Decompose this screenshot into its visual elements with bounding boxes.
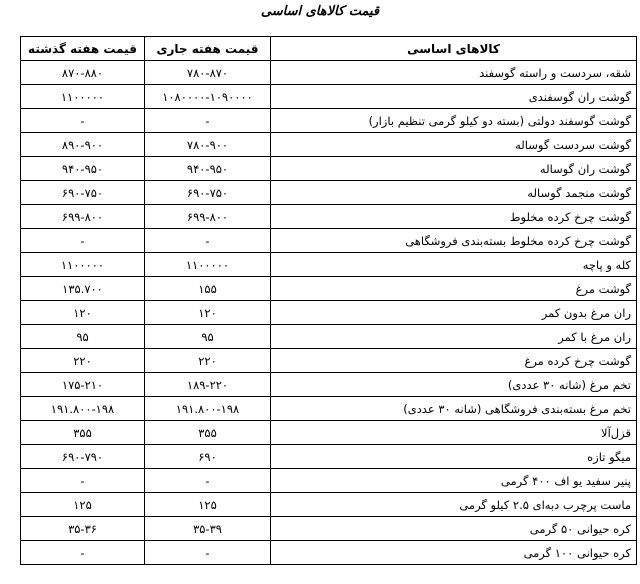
current-price-cell: ۱۱۰۰۰۰۰ (145, 253, 271, 277)
current-price-cell: ۲۲۰ (145, 349, 271, 373)
previous-price-cell: - (21, 469, 145, 493)
previous-price-cell: ۹۵ (21, 325, 145, 349)
previous-price-cell: ۳۵-۳۶ (21, 517, 145, 541)
current-price-cell: ۶۹۰-۷۵۰ (145, 181, 271, 205)
table-row (21, 301, 637, 325)
item-name-cell: قزل‌آلا (271, 421, 637, 445)
previous-price-cell: ۸۷۰-۸۸۰ (21, 61, 145, 85)
table-row (21, 277, 637, 301)
current-price-cell: - (145, 469, 271, 493)
price-table (20, 36, 637, 565)
item-name-cell: ران مرغ با کمر (271, 325, 637, 349)
table-row (21, 373, 637, 397)
current-price-cell: - (145, 109, 271, 133)
item-name-cell: ماست پرچرب دبه‌ای ۲.۵ کیلو گرمی (271, 493, 637, 517)
previous-price-cell: ۶۹۹-۸۰۰ (21, 205, 145, 229)
current-price-cell: ۱۵۵ (145, 277, 271, 301)
item-name-cell: گوشت منجمد گوساله (271, 181, 637, 205)
table-row (21, 133, 637, 157)
item-name-cell: تخم مرغ (شانه ۳۰ عددی) (271, 373, 637, 397)
current-price-cell: ۷۸۰-۸۷۰ (145, 61, 271, 85)
previous-price-cell: ۱۷۵-۲۱۰ (21, 373, 145, 397)
current-price-cell: ۳۵۵ (145, 421, 271, 445)
current-price-cell: ۳۵-۳۹ (145, 517, 271, 541)
previous-price-cell: ۱۲۰ (21, 301, 145, 325)
item-name-cell: شقه، سردست و راسته گوسفند (271, 61, 637, 85)
table-row (21, 469, 637, 493)
previous-price-cell: - (21, 109, 145, 133)
current-price-cell: - (145, 541, 271, 565)
current-price-cell: ۱۹۱.۸۰۰-۱۹۸ (145, 397, 271, 421)
item-name-cell: گوشت چرخ کرده مرغ (271, 349, 637, 373)
table-row (21, 109, 637, 133)
previous-price-cell: ۳۵۵ (21, 421, 145, 445)
current-price-cell: ۱۸۹-۲۲۰ (145, 373, 271, 397)
previous-price-cell: ۶۹۰-۷۹۰ (21, 445, 145, 469)
item-name-cell: کره حیوانی ۵۰ گرمی (271, 517, 637, 541)
item-name-cell: گوشت چرخ کرده مخلوط (271, 205, 637, 229)
table-body (21, 61, 637, 565)
item-name-cell: پنیر سفید یو اف ۴۰۰ گرمی (271, 469, 637, 493)
previous-price-cell: - (21, 229, 145, 253)
table-row (21, 493, 637, 517)
previous-price-cell: ۱۲۵ (21, 493, 145, 517)
current-price-cell: ۷۸۰-۹۰۰ (145, 133, 271, 157)
previous-price-cell: ۱۱۰۰۰۰۰ (21, 85, 145, 109)
current-price-cell: ۱۰۸۰۰۰۰-۱۰۹۰۰۰۰ (145, 85, 271, 109)
table-row (21, 229, 637, 253)
column-header-current-price: قیمت هفته جاری (145, 37, 271, 61)
previous-price-cell: ۶۹۰-۷۵۰ (21, 181, 145, 205)
item-name-cell: تخم مرغ بسته‌بندی فروشگاهی (شانه ۳۰ عددی) (271, 397, 637, 421)
table-row (21, 181, 637, 205)
item-name-cell: گوشت ران گوسفندی (271, 85, 637, 109)
previous-price-cell: ۲۲۰ (21, 349, 145, 373)
table-row (21, 157, 637, 181)
current-price-cell: ۶۹۰ (145, 445, 271, 469)
item-name-cell: گوشت چرخ کرده مخلوط بسته‌بندی فروشگاهی (271, 229, 637, 253)
item-name-cell: گوشت گوسفند دولتی (بسته دو کیلو گرمی تنظیم بازار) (271, 109, 637, 133)
table-row (21, 397, 637, 421)
current-price-cell: - (145, 229, 271, 253)
previous-price-cell: ۱۹۱.۸۰۰-۱۹۸ (21, 397, 145, 421)
item-name-cell: ران مرغ بدون کمر (271, 301, 637, 325)
current-price-cell: ۹۵ (145, 325, 271, 349)
item-name-cell: گوشت ران گوساله (271, 157, 637, 181)
table-row (21, 205, 637, 229)
item-name-cell: گوشت سردست گوساله (271, 133, 637, 157)
table-row (21, 85, 637, 109)
page-title: قیمت کالاهای اساسی (260, 4, 380, 19)
previous-price-cell: ۸۹۰-۹۰۰ (21, 133, 145, 157)
current-price-cell: ۱۲۰ (145, 301, 271, 325)
table-row (21, 541, 637, 565)
table-row (21, 421, 637, 445)
item-name-cell: کره حیوانی ۱۰۰ گرمی (271, 541, 637, 565)
table-row (21, 61, 637, 85)
previous-price-cell: ۱۱۰۰۰۰۰ (21, 253, 145, 277)
previous-price-cell: ۹۴۰-۹۵۰ (21, 157, 145, 181)
table-row (21, 253, 637, 277)
current-price-cell: ۶۹۹-۸۰۰ (145, 205, 271, 229)
table-row (21, 517, 637, 541)
current-price-cell: ۱۲۵ (145, 493, 271, 517)
table-row (21, 325, 637, 349)
item-name-cell: میگو تازه (271, 445, 637, 469)
column-header-previous-price: قیمت هفته گذشته (21, 37, 145, 61)
previous-price-cell: ۱۳۵.۷۰۰ (21, 277, 145, 301)
item-name-cell: گوشت مرغ (271, 277, 637, 301)
previous-price-cell: - (21, 541, 145, 565)
item-name-cell: کله و پاچه (271, 253, 637, 277)
table-header-row (21, 37, 637, 61)
current-price-cell: ۹۴۰-۹۵۰ (145, 157, 271, 181)
column-header-item: کالاهای اساسی (271, 37, 637, 61)
table-row (21, 445, 637, 469)
table-row (21, 349, 637, 373)
